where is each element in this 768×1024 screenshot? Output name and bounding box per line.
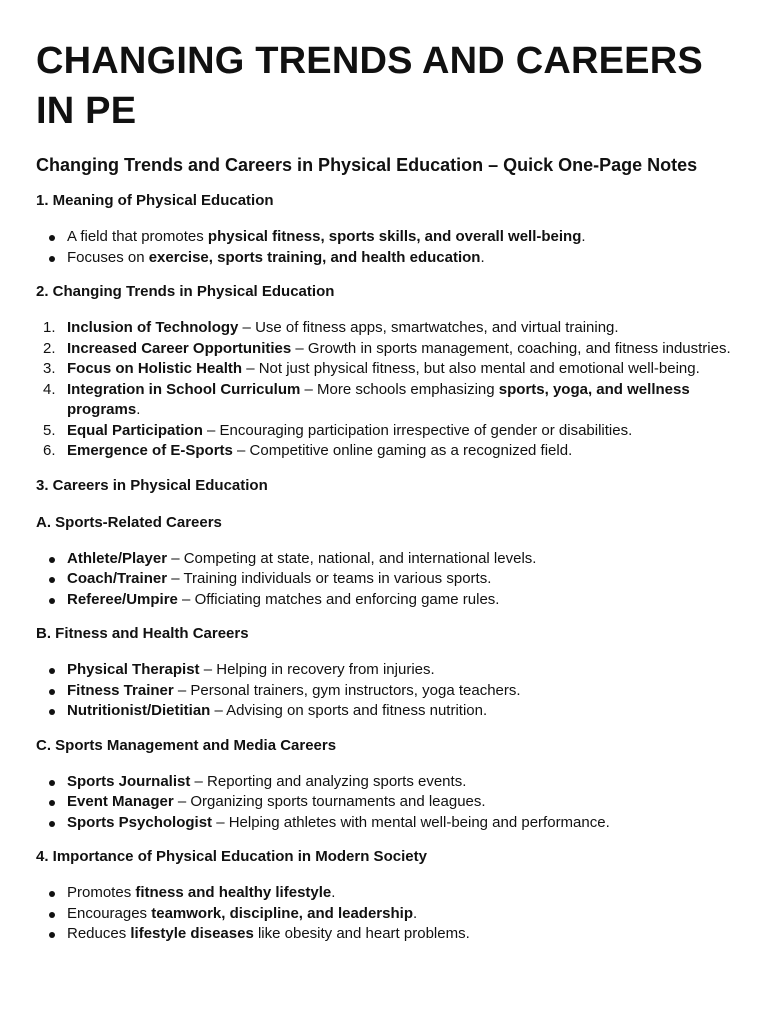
list-item: Focuses on exercise, sports training, and health education. xyxy=(36,248,732,269)
subsection-c-list xyxy=(36,772,732,834)
list-item: Physical Therapist – Helping in recovery from injuries. xyxy=(36,660,732,681)
list-item: Sports Journalist – Reporting and analyzing sports events. xyxy=(36,772,732,793)
list-item: Nutritionist/Dietitian – Advising on sports and fitness nutrition. xyxy=(36,701,732,722)
list-item: Referee/Umpire – Officiating matches and enforcing game rules. xyxy=(36,590,732,611)
section-1-heading: 1. Meaning of Physical Education xyxy=(36,192,274,209)
list-item: Reduces lifestyle diseases like obesity and heart problems. xyxy=(36,924,732,945)
subsection-a-heading: A. Sports-Related Careers xyxy=(36,513,222,531)
section-1-list xyxy=(36,227,732,268)
list-item: Encourages teamwork, discipline, and leadership. xyxy=(36,904,732,925)
list-item: Coach/Trainer – Training individuals or teams in various sports. xyxy=(36,569,732,590)
page-subtitle: Changing Trends and Careers in Physical Education – Quick One-Page Notes xyxy=(36,155,698,175)
section-4-list xyxy=(36,883,732,945)
section-2-list xyxy=(36,318,732,462)
list-item: Promotes fitness and healthy lifestyle. xyxy=(36,883,732,904)
subsection-b-list xyxy=(36,660,732,722)
section-3-heading: 3. Careers in Physical Education xyxy=(36,476,268,494)
list-item: 4. Integration in School Curriculum – More schools emphasizing sports, yoga, and wellness programs. xyxy=(43,380,690,418)
list-item: Event Manager – Organizing sports tournaments and leagues. xyxy=(36,792,732,813)
page-title: CHANGING TRENDS AND CAREERS IN PE xyxy=(36,40,703,132)
section-4-heading: 4. Importance of Physical Education in Modern Society xyxy=(36,848,427,865)
list-item: 6. Emergence of E-Sports – Competitive online gaming as a recognized field. xyxy=(43,442,573,459)
list-item: 1. Inclusion of Technology – Use of fitness apps, smartwatches, and virtual training. xyxy=(43,319,619,336)
subsection-c-heading: C. Sports Management and Media Careers xyxy=(36,736,337,754)
list-item: Athlete/Player – Competing at state, national, and international levels. xyxy=(36,549,732,570)
subsection-a-list xyxy=(36,549,732,611)
list-item: A field that promotes physical fitness, sports skills, and overall well-being. xyxy=(36,227,732,248)
list-item: 3. Focus on Holistic Health – Not just physical fitness, but also mental and emotional well-being. xyxy=(43,360,700,377)
list-item: Sports Psychologist – Helping athletes with mental well-being and performance. xyxy=(36,813,732,834)
list-item: 5. Equal Participation – Encouraging participation irrespective of gender or disabilities. xyxy=(43,421,633,439)
subsection-b-heading: B. Fitness and Health Careers xyxy=(36,625,249,642)
list-item: Fitness Trainer – Personal trainers, gym instructors, yoga teachers. xyxy=(36,681,732,702)
list-item: 2. Increased Career Opportunities – Growth in sports management, coaching, and fitness industries. xyxy=(43,339,731,357)
section-2-heading: 2. Changing Trends in Physical Education xyxy=(36,283,335,300)
